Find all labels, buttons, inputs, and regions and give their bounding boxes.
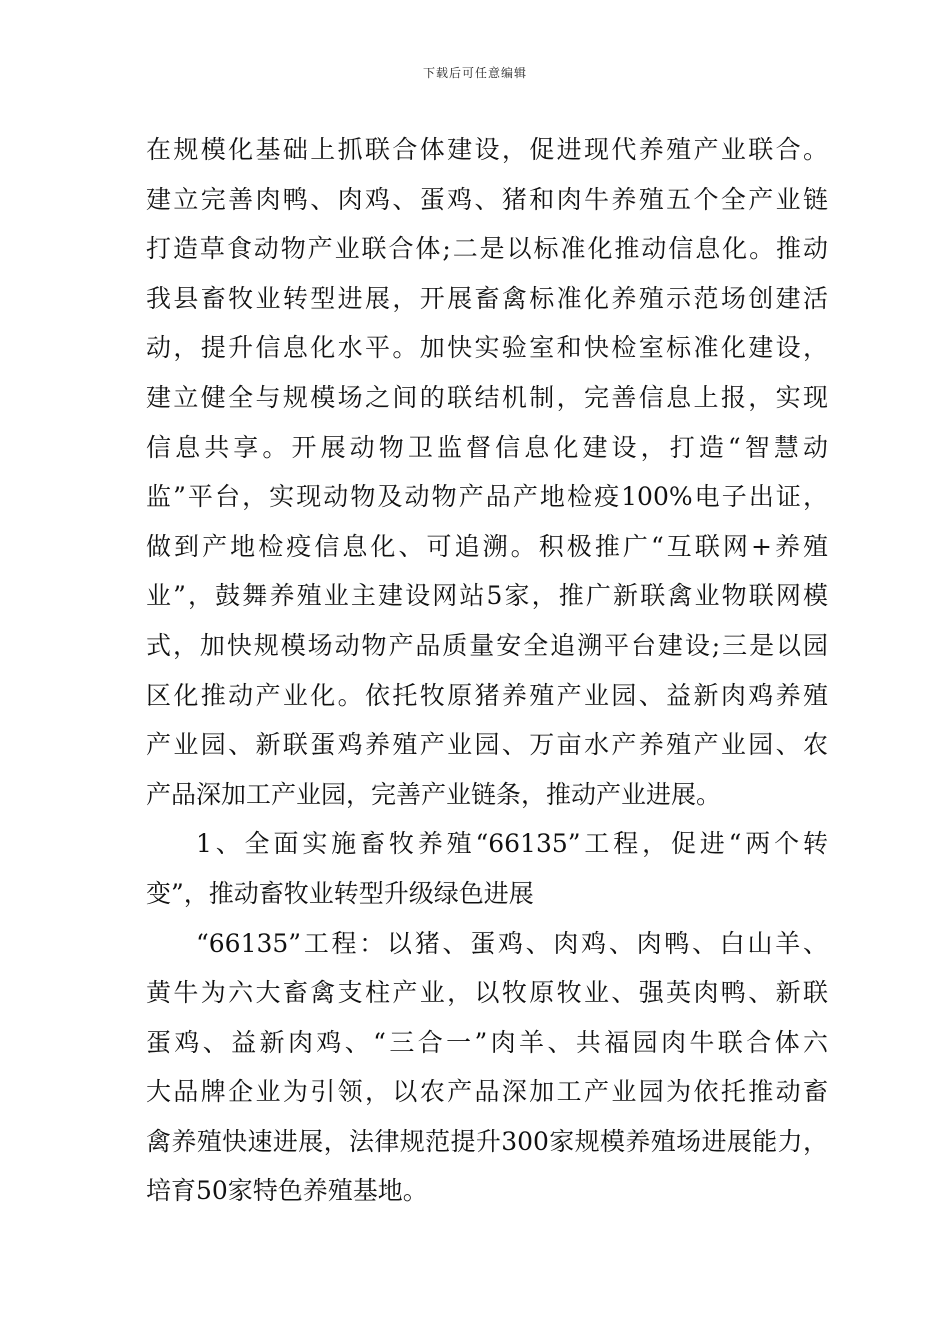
text-line: 禽养殖快速进展，法律规范提升300家规模养殖场进展能力， [146,1126,828,1156]
text-line: 黄牛为六大畜禽支柱产业，以牧原牧业、强英肉鸭、新联 [146,978,828,1008]
section-heading-line: 变”，推动畜牧业转型升级绿色进展 [146,878,534,908]
text-line: 区化推动产业化。依托牧原猪养殖产业园、益新肉鸡养殖 [146,680,828,710]
text-line: 式，加快规模场动物产品质量安全追溯平台建设;三是以园 [146,630,828,660]
text-line: 蛋鸡、益新肉鸡、“三合一”肉羊、共福园肉牛联合体六 [146,1027,828,1057]
text-line: 培育50家特色养殖基地。 [146,1176,428,1206]
text-line: 产业园、新联蛋鸡养殖产业园、万亩水产养殖产业园、农 [146,730,828,760]
text-line: 做到产地检疫信息化、可追溯。积极推广“互联网+养殖 [146,531,828,561]
text-line: 建立完善肉鸭、肉鸡、蛋鸡、猪和肉牛养殖五个全产业链 [146,184,828,214]
header-note: 下载后可任意编辑 [422,66,527,80]
text-line: 大品牌企业为引领，以农产品深加工产业园为依托推动畜 [146,1077,828,1107]
text-line: 建立健全与规模场之间的联结机制，完善信息上报，实现 [146,382,828,412]
text-line: 动，提升信息化水平。加快实验室和快检室标准化建设， [146,333,828,363]
text-line: 在规模化基础上抓联合体建设，促进现代养殖产业联合。 [146,135,828,164]
text-line: 打造草食动物产业联合体;二是以标准化推动信息化。推动 [146,234,828,264]
text-line: 信息共享。开展动物卫监督信息化建设，打造“智慧动 [146,432,828,462]
text-line: 监”平台，实现动物及动物产品产地检疫100%电子出证， [146,482,828,512]
text-line: 业”，鼓舞养殖业主建设网站5家，推广新联禽业物联网模 [146,581,828,611]
section-heading-line: 1、全面实施畜牧养殖“66135”工程，促进“两个转 [196,829,828,859]
text-line: 我县畜牧业转型进展，开展畜禽标准化养殖示范场创建活 [146,283,828,313]
text-line: “66135”工程：以猪、蛋鸡、肉鸡、肉鸭、白山羊、 [196,928,828,958]
text-line: 产品深加工产业园，完善产业链条，推动产业进展。 [146,779,722,809]
body-text [146,125,828,1216]
